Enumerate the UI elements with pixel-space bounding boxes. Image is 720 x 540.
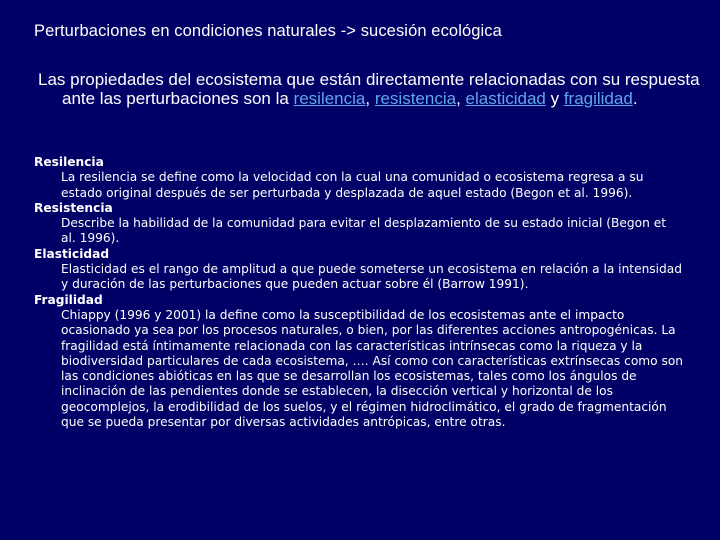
definition-text: Elasticidad es el rango de amplitud a que puede someterse un ecosistema en relación a la intensidad y duración de las perturbaciones que pueden actuar sobre él (Barrow 1991). (61, 262, 682, 292)
intro-end: . (632, 89, 638, 108)
link-fragilidad[interactable]: fragilidad (563, 89, 633, 108)
intro-separator: y (545, 89, 564, 108)
definition-text: Describe la habilidad de la comunidad para evitar el desplazamiento de su estado inicial (Begon et al. 1996). (61, 216, 666, 246)
definition-item (34, 293, 684, 431)
definition-term: Resilencia (34, 155, 104, 169)
slide-title: Perturbaciones en condiciones naturales -> sucesión ecológica (34, 22, 502, 40)
definition-item (34, 155, 684, 201)
intro-separator: , (456, 89, 466, 108)
link-resistencia[interactable]: resistencia (374, 89, 457, 108)
definition-term: Resistencia (34, 200, 113, 215)
definition-text: La resilencia se define como la velocidad con la cual una comunidad o ecosistema regresa a su estado original después de ser perturbada y desplazada de aquel estado (Begon et al. 1996). (61, 170, 644, 200)
definition-term: Fragilidad (34, 292, 103, 307)
intro-separator: , (365, 89, 375, 108)
link-resilencia[interactable]: resilencia (293, 89, 366, 108)
definition-text: Chiappy (1996 y 2001) la define como la susceptibilidad de los ecosistemas ante el impacto ocasionado ya sea por los procesos naturales, o bien, por las diferentes acciones antropogénicas. La fragilidad está íntimamente relacionada con las características intrínsecas como la riqueza y la biodiversidad particulares de cada ecosistema, …. Así como con características extrínsecas como son las condiciones abióticas en las que se desarrollan los ecosistemas, tales como los ángulos de inclinación de las pendientes donde se establecen, la disección vertical y horizontal de los geocomplejos, la erodibilidad de los suelos, y el régimen hidroclimático, el grado de fragmentación que se pueda presentar por diversas actividades antrópicas, entre otras. (61, 307, 684, 430)
intro-text: Las propiedades del ecosistema que están directamente relacionadas con su respuesta ante las perturbaciones son la (38, 70, 700, 108)
definition-item (34, 247, 684, 293)
definition-item (34, 201, 684, 247)
link-elasticidad[interactable]: elasticidad (465, 89, 546, 108)
definition-term: Elasticidad (34, 246, 110, 261)
definitions-list (34, 155, 684, 430)
intro-paragraph (38, 70, 712, 108)
